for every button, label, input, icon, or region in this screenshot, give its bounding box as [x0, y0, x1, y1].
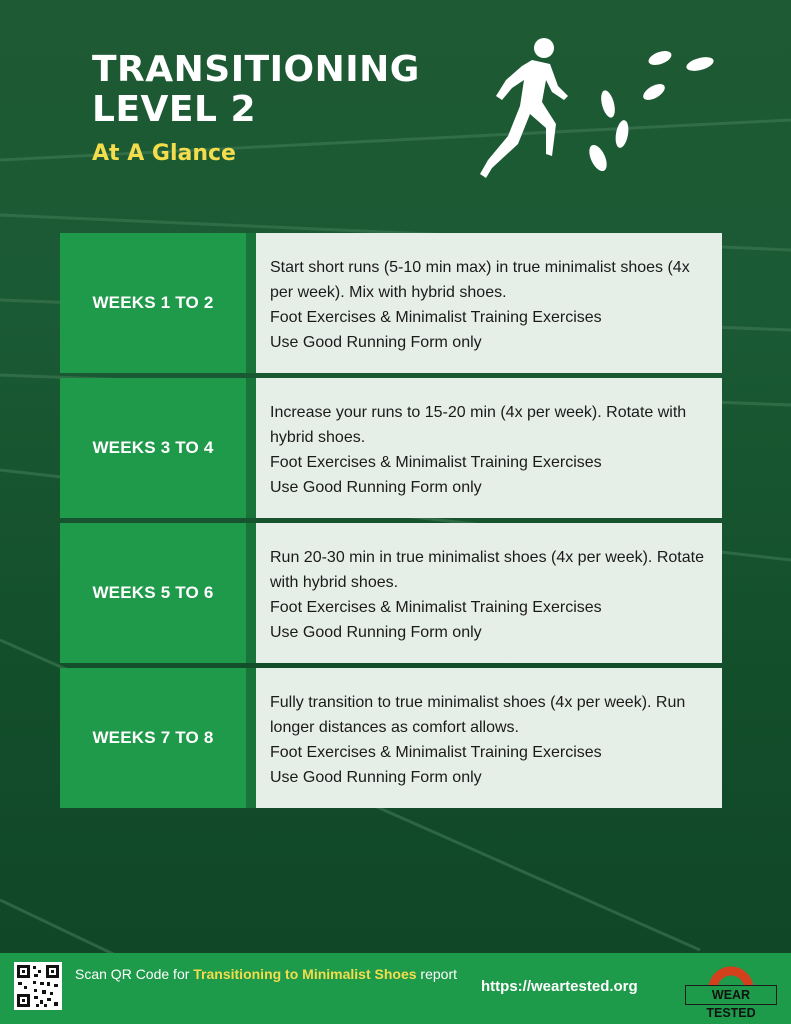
instruction-line: Foot Exercises & Minimalist Training Exercises [270, 744, 602, 761]
footer-bar [0, 953, 791, 1024]
footprints-icon [582, 44, 722, 184]
row-divider [246, 233, 256, 373]
instruction-line: Use Good Running Form only [270, 479, 482, 496]
qr-caption [75, 964, 457, 984]
week-label: WEEKS 1 TO 2 [60, 233, 246, 373]
qr-caption-prefix: Scan QR Code for [75, 966, 190, 982]
title-line-1: TRANSITIONING [92, 49, 420, 90]
runner-icon [472, 36, 572, 186]
schedule-row [60, 233, 722, 373]
row-divider [246, 523, 256, 663]
instruction-line: Use Good Running Form only [270, 769, 482, 786]
week-label: WEEKS 7 TO 8 [60, 668, 246, 808]
instruction-line: Fully transition to true minimalist shoes (4x per week). Run longer distances as comfort allows. [270, 694, 686, 736]
report-link[interactable]: Transitioning to Minimalist Shoes [193, 966, 417, 982]
instruction-line: Foot Exercises & Minimalist Training Exercises [270, 454, 602, 471]
week-instructions [256, 233, 722, 373]
row-divider [246, 668, 256, 808]
website-link[interactable]: https://weartested.org [481, 978, 638, 995]
schedule-row [60, 668, 722, 808]
week-label: WEEKS 3 TO 4 [60, 378, 246, 518]
row-divider [246, 378, 256, 518]
page-subtitle: At A Glance [92, 141, 236, 166]
instruction-line: Increase your runs to 15-20 min (4x per week). Rotate with hybrid shoes. [270, 404, 687, 446]
instruction-line: Run 20-30 min in true minimalist shoes (4x per week). Rotate with hybrid shoes. [270, 549, 704, 591]
schedule-row [60, 378, 722, 518]
week-instructions [256, 378, 722, 518]
week-instructions [256, 668, 722, 808]
instruction-line: Use Good Running Form only [270, 334, 482, 351]
wear-tested-logo [683, 961, 779, 1020]
instruction-line: Use Good Running Form only [270, 624, 482, 641]
qr-code-icon[interactable] [14, 962, 62, 1010]
title-line-2: LEVEL 2 [92, 89, 257, 130]
qr-caption-suffix: report [420, 966, 457, 982]
week-instructions [256, 523, 722, 663]
page-title [92, 50, 420, 130]
week-label: WEEKS 5 TO 6 [60, 523, 246, 663]
schedule-table [60, 233, 722, 813]
schedule-row [60, 523, 722, 663]
instruction-line: Start short runs (5-10 min max) in true minimalist shoes (4x per week). Mix with hybrid shoes. [270, 259, 690, 301]
logo-text: WEAR TESTED [685, 985, 777, 1005]
instruction-line: Foot Exercises & Minimalist Training Exercises [270, 309, 602, 326]
instruction-line: Foot Exercises & Minimalist Training Exercises [270, 599, 602, 616]
